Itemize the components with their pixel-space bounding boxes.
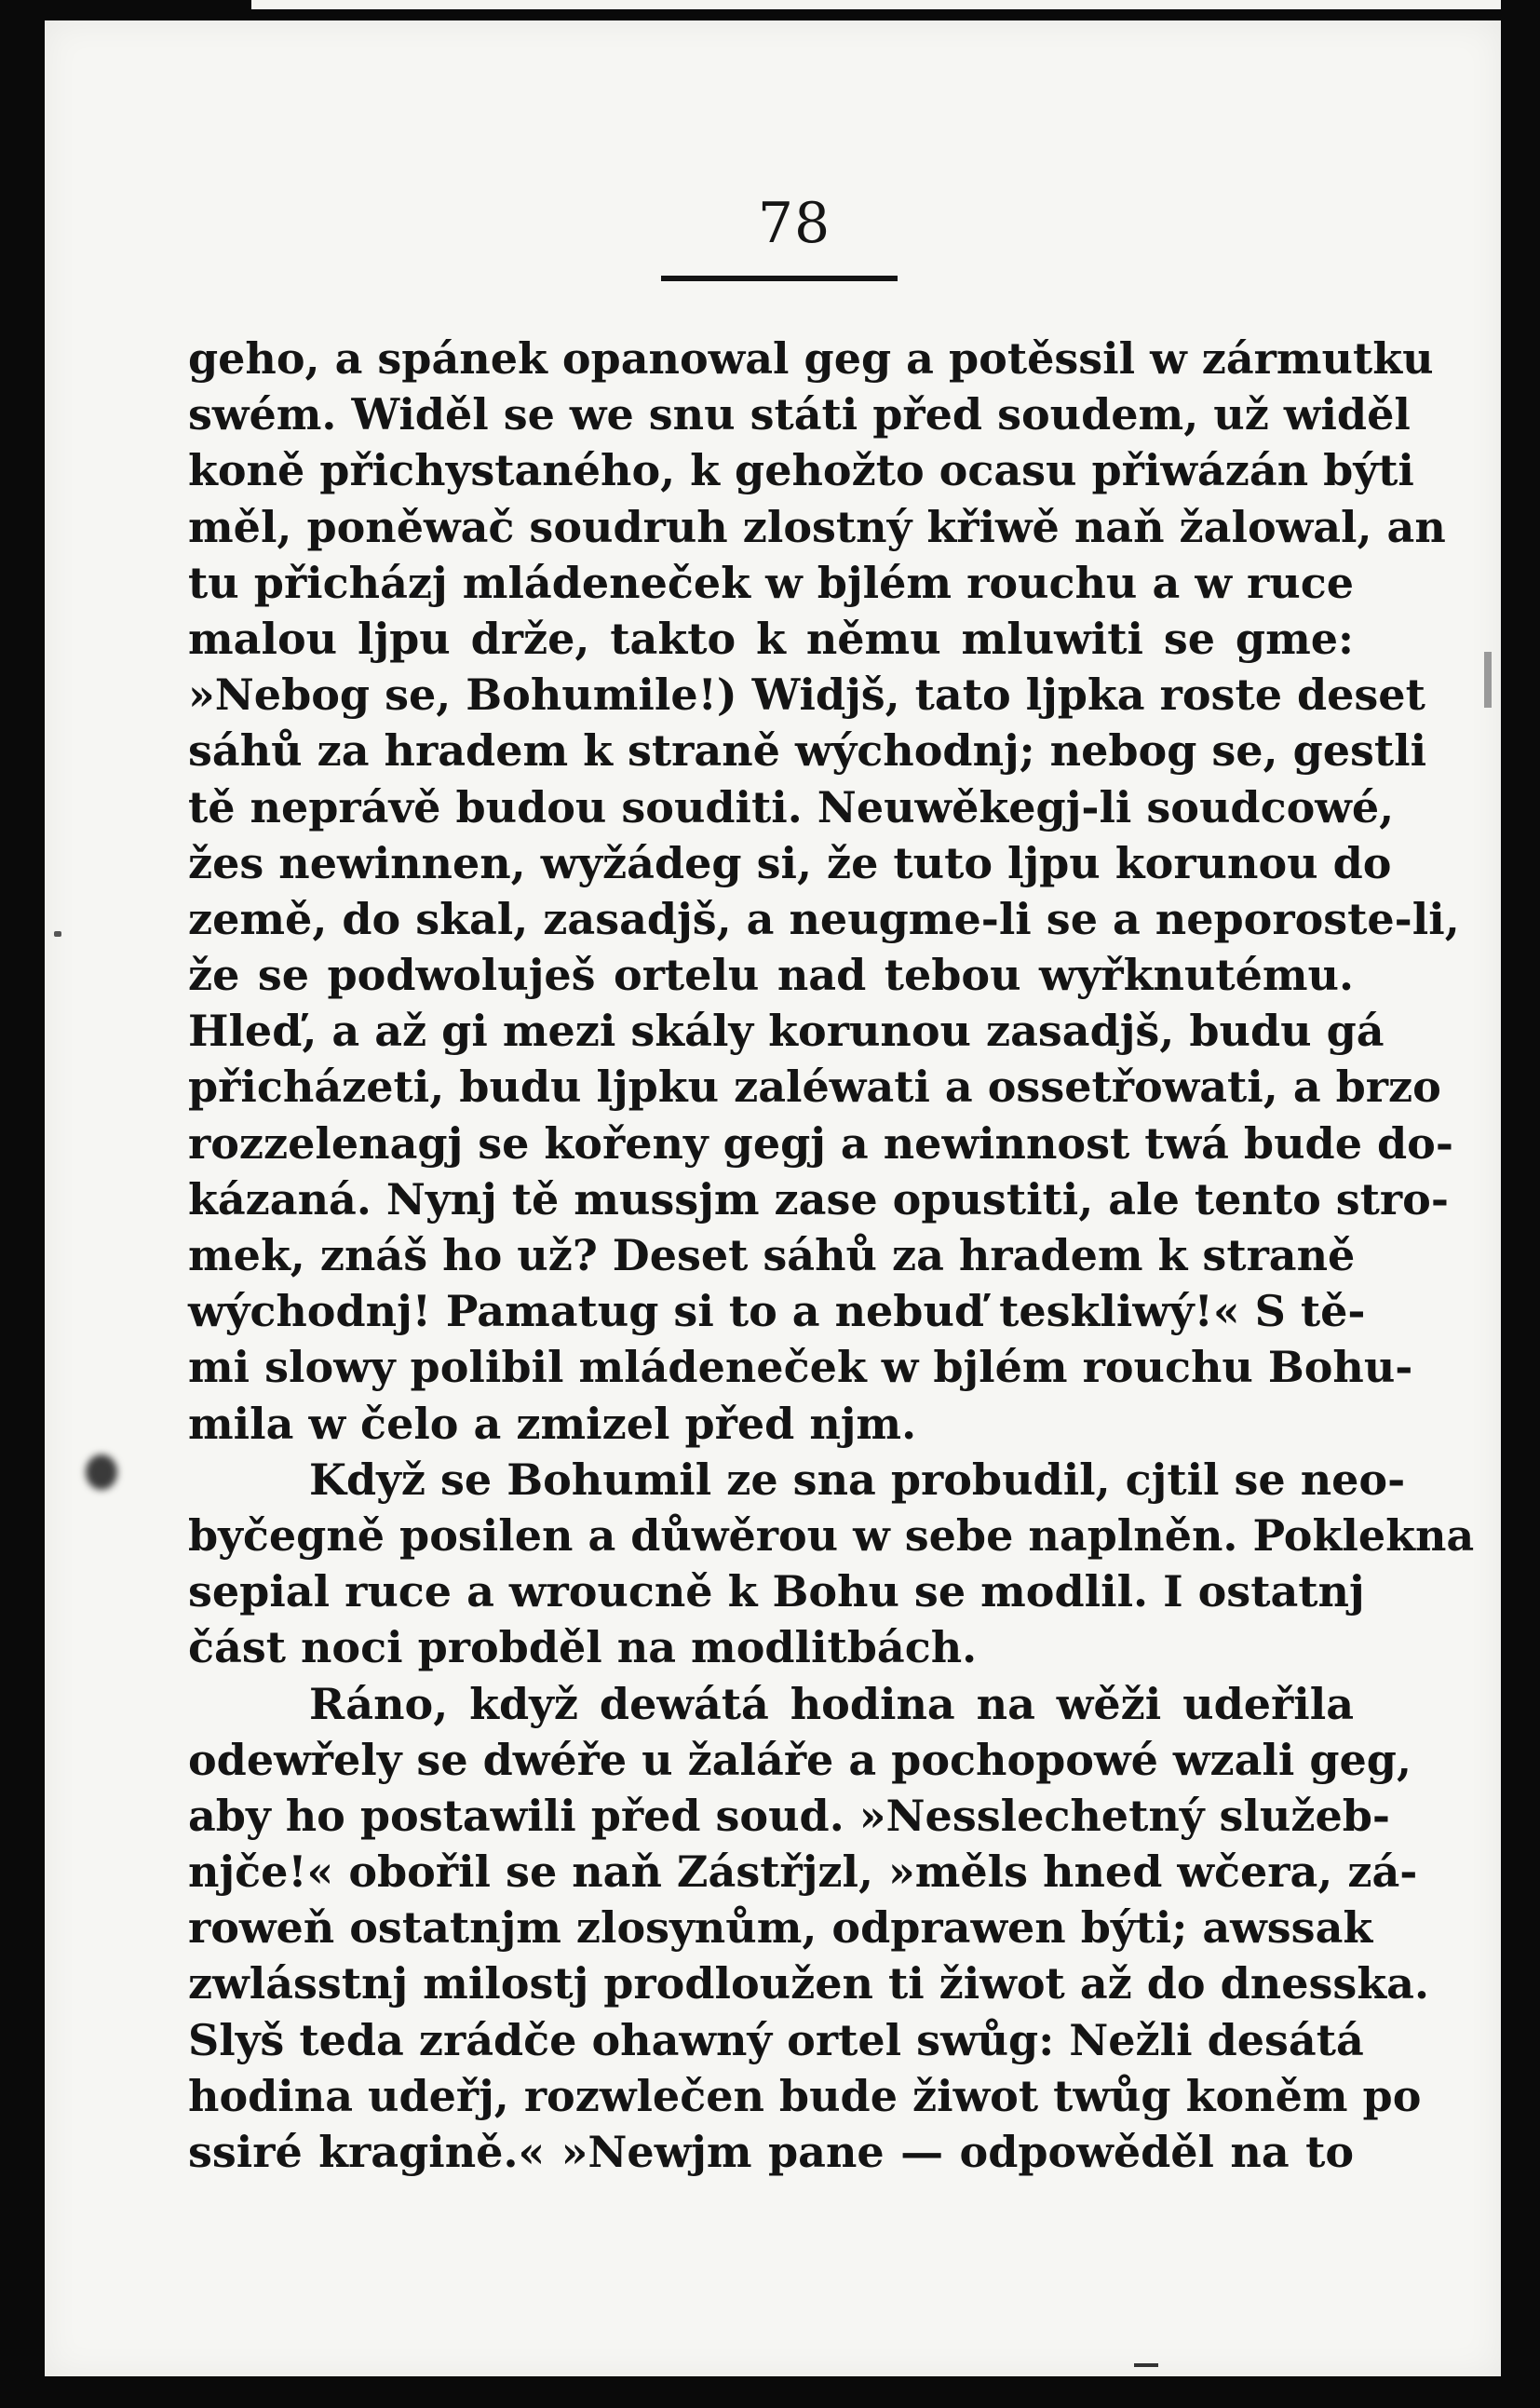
text-line-paragraph-end: část noci probděl na modlitbách. <box>188 1622 978 1673</box>
text-line: koně přichystaného, k gehožto ocasu přiwázán býti <box>188 445 1414 496</box>
text-line: přicházeti, budu ljpku zaléwati a ossetřowati, a brzo <box>188 1062 1441 1113</box>
text-line: mek, znáš ho už? Deset sáhů za hradem k straně <box>188 1230 1356 1280</box>
text-line: njče!« obořil se naň Zástřjzl, »měls hned wčera, zá- <box>188 1847 1418 1898</box>
body-text <box>188 331 1475 2180</box>
scanner-border-right <box>1501 0 1540 2408</box>
text-line: mi slowy polibil mládeneček w bjlém rouchu Bohu- <box>188 1342 1413 1393</box>
scanner-border-left <box>0 0 45 2408</box>
scan-mark <box>1134 2363 1158 2367</box>
text-line: tu přicházj mládeneček w bjlém rouchu a w ruce <box>188 557 1354 608</box>
text-line: Hleď, a až gi mezi skály korunou zasadjš, budu gá <box>188 1006 1385 1057</box>
text-line: roweň ostatnjm zlosynům, odprawen býti; awssak <box>188 1902 1373 1954</box>
text-line: sáhů za hradem k straně wýchodnj; nebog se, gestli <box>188 725 1427 777</box>
text-line: rozzelenagj se kořeny gegj a newinnost twá bude do- <box>188 1117 1453 1169</box>
text-line: geho, a spánek opanowal geg a potěssil w zármutku <box>188 333 1434 384</box>
text-line: že se podwoluješ ortelu nad tebou wyřknutému. <box>188 950 1354 1001</box>
text-line: swém. Widěl se we snu státi před soudem, už widěl <box>188 389 1411 440</box>
text-line: měl, poněwač soudruh zlostný křiwě naň žalowal, an <box>188 501 1446 552</box>
text-line: sepial ruce a wroucně k Bohu se modlil. I ostatnj <box>188 1566 1365 1617</box>
text-line: Slyš teda zrádče ohawný ortel swůg: Nežli desátá <box>188 2014 1364 2065</box>
text-line: kázaná. Nynj tě mussjm zase opustiti, ale tento stro- <box>188 1173 1449 1224</box>
scanner-border-gap <box>251 0 1540 9</box>
text-line: země, do skal, zasadjš, a neugme-li se a neporoste-li, <box>188 893 1460 944</box>
header-rule <box>661 276 898 281</box>
scanner-border-bottom <box>0 2376 1540 2408</box>
page-number: 78 <box>757 191 831 256</box>
text-line: zwlásstnj milostj prodloužen ti žiwot až do dnesska. <box>188 1958 1429 2009</box>
text-line: byčegně posilen a důwěrou w sebe naplněn. Poklekna <box>188 1509 1475 1561</box>
ink-blot <box>86 1454 117 1490</box>
text-line: aby ho postawili před soud. »Nesslechetný služeb- <box>188 1790 1390 1841</box>
page-edge-mark <box>1484 652 1492 708</box>
text-line-paragraph-end: mila w čelo a zmizel před njm. <box>188 1398 917 1449</box>
text-line: tě neprávě budou souditi. Neuwěkegj-li soudcowé, <box>188 781 1395 832</box>
text-line: hodina udeřj, rozwlečen bude žiwot twůg koněm po <box>188 2070 1422 2121</box>
text-line: ssiré kragině.« »Newjm pane — odpowěděl na to <box>188 2127 1354 2177</box>
text-line: »Nebog se, Bohumile!) Widjš, tato ljpka roste deset <box>188 670 1425 721</box>
text-line-paragraph-start: Ráno, když dewátá hodina na wěži udeřila <box>309 1678 1354 1729</box>
text-line: odewřely se dwéře u žaláře a pochopowé wzali geg, <box>188 1734 1412 1785</box>
dust-speck <box>54 931 61 937</box>
text-line: wýchodnj! Pamatug si to a nebuď teskliwý!« S tě- <box>188 1286 1366 1337</box>
text-line: malou ljpu drže, takto k němu mluwiti se gme: <box>188 613 1354 664</box>
text-line: žes newinnen, wyžádeg si, že tuto ljpu korunou do <box>188 837 1392 888</box>
text-line-paragraph-start: Když se Bohumil ze sna probudil, cjtil se neo- <box>309 1454 1406 1505</box>
